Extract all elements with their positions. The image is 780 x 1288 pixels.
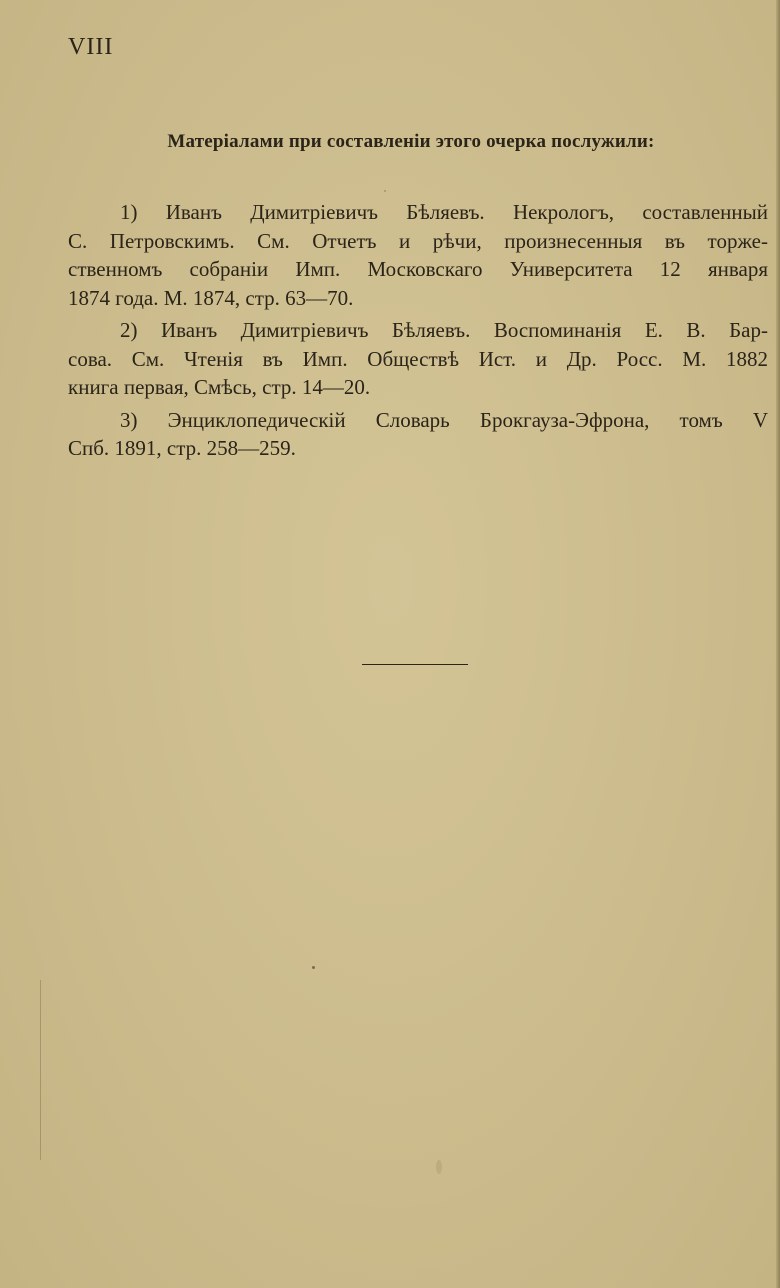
entry-line: сова. См. Чтенія въ Имп. Обществѣ Ист. и Др. Росс. М. 1882 <box>68 346 768 371</box>
page-number: VIII <box>68 34 114 60</box>
section-heading: Матеріалами при составленіи этого очерка послужили: <box>167 131 655 152</box>
entry-line: С. Петровскимъ. См. Отчетъ и рѣчи, произнесенныя въ торже- <box>68 228 768 253</box>
entry-line: 1874 года. М. 1874, стр. 63—70. <box>68 285 354 310</box>
entry-line: ственномъ собраніи Имп. Московскаго Университета 12 января <box>68 257 768 281</box>
bibliography-entry-2 <box>68 316 768 402</box>
bibliography-list <box>68 198 768 467</box>
entry-line: 2) Иванъ Димитріевичъ Бѣляевъ. Воспоминанія Е. В. Бар- <box>120 318 768 342</box>
bibliography-entry-1 <box>68 198 768 312</box>
entry-line: 1) Иванъ Димитріевичъ Бѣляевъ. Некрологъ, составленный <box>120 200 768 224</box>
entry-line: Спб. 1891, стр. 258—259. <box>68 436 296 460</box>
paper-speck <box>312 966 315 969</box>
page-edge <box>776 0 780 1288</box>
section-divider <box>362 664 468 665</box>
paper-crease <box>40 980 41 1160</box>
entry-line: 3) Энциклопедическій Словарь Брокгауза-Эфрона, томъ V <box>120 407 768 432</box>
paper-speck <box>384 190 386 192</box>
bibliography-entry-3 <box>68 406 768 463</box>
paper-speck <box>436 1160 442 1174</box>
entry-line: книга первая, Смѣсь, стр. 14—20. <box>68 375 371 399</box>
